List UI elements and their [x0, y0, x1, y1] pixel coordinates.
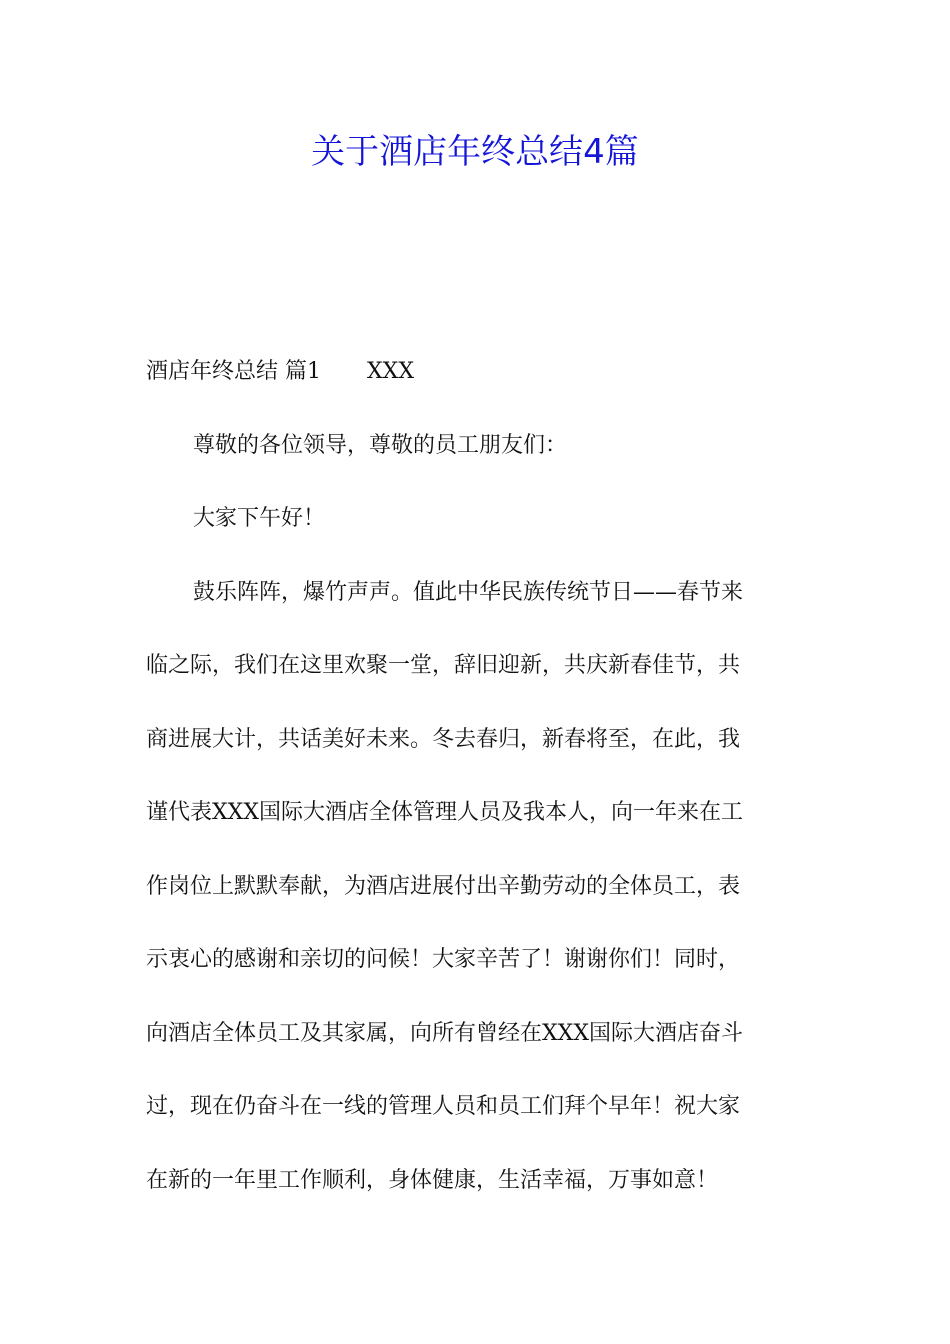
greeting: 大家下午好！ — [193, 506, 326, 531]
document-title: 关于酒店年终总结4篇 — [311, 132, 639, 172]
section-heading — [146, 335, 806, 409]
document-body — [146, 335, 806, 1217]
paragraph-line: 临之际，我们在这里欢聚一堂，辞旧迎新，共庆新春佳节，共 — [146, 653, 741, 678]
paragraph-line: 鼓乐阵阵，爆竹声声。值此中华民族传统节日——春节来 — [193, 579, 744, 605]
paragraph-line: 作岗位上默默奉献，为酒店进展付出辛勤劳动的全体员工，表 — [146, 873, 741, 899]
paragraph-line: 示衷心的感谢和亲切的问候！大家辛苦了！谢谢你们！同时， — [146, 947, 741, 972]
paragraph-line: 在新的一年里工作顺利，身体健康，生活幸福，万事如意！ — [146, 1167, 719, 1193]
section-heading-author: XXX — [367, 359, 414, 384]
paragraph-line: 过，现在仍奋斗在一线的管理人员和员工们拜个早年！祝大家 — [146, 1094, 741, 1119]
paragraph-line: 谨代表XXX国际大酒店全体管理人员及我本人，向一年来在工 — [146, 800, 743, 825]
paragraph-line: 向酒店全体员工及其家属，向所有曾经在XXX国际大酒店奋斗 — [146, 1020, 743, 1046]
section-heading-label: 酒店年终总结 篇1 — [146, 359, 321, 384]
paragraph-line: 商进展大计，共话美好未来。冬去春归，新春将至，在此，我 — [146, 726, 741, 752]
salutation: 尊敬的各位领导，尊敬的员工朋友们： — [193, 432, 568, 458]
